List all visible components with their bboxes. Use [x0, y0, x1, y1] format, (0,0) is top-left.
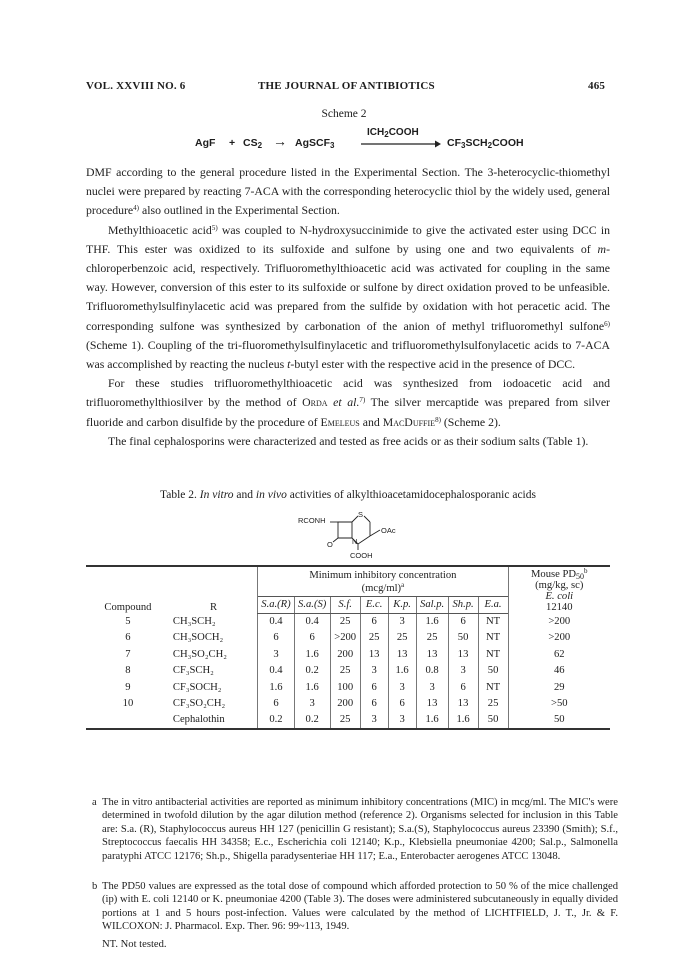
cell-compound: 5	[125, 615, 131, 627]
cell-pd50: >200	[508, 630, 610, 647]
cell-mic-value: 6	[448, 679, 478, 696]
reagent-iodoacetic-acid: $ICH_2COOH$	[367, 127, 419, 139]
organism-header: S.a.(R)	[261, 599, 291, 610]
cell-mic-value: 3	[294, 696, 330, 713]
cell-mic-value: 3	[388, 712, 416, 729]
cell-mic-value: 1.6	[388, 663, 416, 680]
table-row	[86, 696, 610, 713]
cell-mic-value: 200	[330, 646, 360, 663]
cell-mic-value: 200	[330, 696, 360, 713]
cell-r-group: CF₃SOCH₂	[172, 681, 222, 693]
cell-compound: 8	[125, 665, 131, 677]
activity-table	[86, 565, 610, 730]
cell-mic-value: 25	[360, 630, 388, 647]
intermediate-agscf3: AgSCF$_3$	[295, 137, 335, 150]
cell-mic-value: >200	[330, 630, 360, 647]
cell-r-group: CF₃SCH₂	[172, 665, 214, 677]
cell-mic-value: 0.2	[294, 712, 330, 729]
cell-mic-value: 3	[416, 679, 448, 696]
cell-pd50: >200	[508, 613, 610, 630]
organism-header: Sh.p.	[452, 599, 474, 610]
cell-mic-value: 25	[330, 712, 360, 729]
cell-mic-value: 1.6	[448, 712, 478, 729]
cell-pd50: 29	[508, 679, 610, 696]
cell-mic-value: 0.8	[416, 663, 448, 680]
cell-mic-value: 3	[388, 679, 416, 696]
organism-header: S.a.(S)	[298, 599, 327, 610]
organism-header: S.f.	[338, 599, 352, 610]
cell-mic-value: 25	[478, 696, 508, 713]
cell-pd50: 46	[508, 663, 610, 680]
organism-header: E.a.	[484, 599, 502, 610]
cell-mic-value: 6	[258, 696, 294, 713]
cell-mic-value: 13	[388, 646, 416, 663]
organism-header: Sal.p.	[420, 599, 445, 610]
cell-mic-value: 3	[360, 712, 388, 729]
cell-mic-value: NT	[478, 630, 508, 647]
cell-mic-value: NT	[478, 646, 508, 663]
table-caption: Table 2. In vitro and in vivo activities of alkylthioacetamidocephalosporanic acids	[160, 489, 536, 501]
cell-mic-value: 1.6	[416, 712, 448, 729]
cell-r-group: Cephalothin	[170, 712, 258, 729]
organism-header: K.p.	[393, 599, 411, 610]
cell-compound: 6	[125, 632, 131, 644]
table-row	[86, 613, 610, 630]
cell-mic-value: 3	[448, 663, 478, 680]
cell-mic-value: 0.4	[258, 663, 294, 680]
cell-mic-value: 0.4	[258, 613, 294, 630]
cell-mic-value: 6	[360, 696, 388, 713]
cell-mic-value: 3	[258, 646, 294, 663]
paragraph-1: DMF according to the general procedure listed in the Experimental Section. The 3-heterocyclic-thiomethyl nuclei were prepared by reacting 7-ACA with the corresponding heterocyclic thiol by the widely used, general procedure$^{4)}$ also outlined in the Experimental Section.	[86, 165, 610, 218]
scheme-title: Scheme 2	[321, 108, 367, 120]
cell-mic-value: NT	[478, 613, 508, 630]
cell-mic-value: 3	[388, 613, 416, 630]
cell-mic-value: 0.4	[294, 613, 330, 630]
cell-pd50: >50	[508, 696, 610, 713]
cell-compound: 10	[122, 698, 134, 710]
cell-compound	[86, 712, 170, 729]
cell-r-group: CH₃SO₂CH₂	[172, 648, 227, 660]
table-row	[86, 679, 610, 696]
cell-mic-value: 25	[330, 663, 360, 680]
cell-mic-value: 25	[330, 613, 360, 630]
arrow-icon: →	[273, 133, 287, 149]
cell-mic-value: 6	[294, 630, 330, 647]
body-text	[86, 163, 610, 451]
cell-mic-value: 25	[388, 630, 416, 647]
cell-mic-value: NT	[478, 679, 508, 696]
paragraph-3: For these studies trifluoromethylthioacetic acid was synthesized from iodoacetic acid and trifluoromethylthiosilver by the method of Orda et al.$^{7)}$ The silver mercaptide was prepared from silver fluoride and carbon disulfide by the procedure of Emeleus and MacDuffie$^{8)}$ (Scheme 2).	[86, 376, 610, 429]
running-header-volume: VOL. XXVIII NO. 6	[86, 80, 186, 92]
paragraph-4: The final cephalosporins were characterized and tested as free acids or as their sodium salts (Table 1).	[108, 433, 589, 448]
cell-mic-value: 1.6	[416, 613, 448, 630]
footnote-b: b The PD50 values are expressed as the total dose of compound which afforded protection to 50 % of the mice challenged (ip) with E. coli 12140 or K. pneumoniae 4200 (Table 3). The doses were administered subcutaneously in equally divided portions at 1 and 5 hours post-infection. Values were calculated by the method of LICHTFIELD, J. T., Jr. & F. WILCOXON: J. Pharmacol. Exp. Ther. 96: 99~113, 1949.	[92, 881, 618, 933]
organism-header: E.c.	[365, 599, 383, 610]
reactant-cs2: $CS_2$	[243, 137, 263, 150]
footnote-nt: NT. Not tested.	[102, 939, 167, 950]
cell-mic-value: 6	[388, 696, 416, 713]
column-header-mouse-pd50: Mouse $PD_{50}^b$ (mg/kg, sc) E. coli 12140	[508, 566, 610, 613]
footnote-a: a The in vitro antibacterial activities are reported as minimum inhibitory concentrations (MIC) in mcg/ml. The MIC's were determined in twofold dilution by the agar dilution method (reference 2). Organisms selected for inclusion in this Table are: S.a. (R), Staphylococcus aureus HH 127 (penicillin G resistant); S.a.(S), Staphylococcus aureus 23390 (Smith); S.f., Streptococcus faecalis HH 34358; E.c., Escherichia coli 12140; K.p., Klebsiella pneumoniae 4200; Sal.p., Salmonella paratyphi ATCC 12176; Sh.p., Shigella paradysenteriae HH 117; E.a., Enterobacter aerogenes ATCC 13048.	[92, 797, 618, 862]
cell-mic-value: 13	[416, 646, 448, 663]
cell-mic-value: 1.6	[258, 679, 294, 696]
table-row	[86, 646, 610, 663]
column-header-mic: Minimum inhibitory concentration $(mcg/ml)^a$	[258, 566, 508, 596]
column-header-r: R	[170, 566, 258, 613]
cell-compound: 9	[125, 681, 131, 693]
cell-r-group: CH₃SOCH₂	[172, 632, 224, 644]
running-header-journal: THE JOURNAL OF ANTIBIOTICS	[258, 80, 435, 92]
page-number: 465	[588, 80, 606, 92]
cell-r-group: CH₃SCH₂	[172, 615, 216, 627]
cell-mic-value: 13	[448, 646, 478, 663]
scheme-2-equation	[195, 127, 535, 153]
cell-pd50: 50	[508, 712, 610, 729]
plus-sign: +	[229, 137, 236, 149]
column-header-compound: Compound	[86, 566, 170, 613]
table-row	[86, 712, 610, 729]
cell-mic-value: 13	[448, 696, 478, 713]
cell-mic-value: 1.6	[294, 679, 330, 696]
paragraph-2: Methylthioacetic acid$^{5)}$ was coupled to N-hydroxysuccinimide to give the activated ester using DCC in THF. This ester was oxidized to its sulfoxide and sulfone by using one and two equivalents of m-chloroperbenzoic acid, respectively. Trifluoromethylthioacetic acid was activated for coupling in the same way. However, conversion of this ester to its sulfoxide or sulfone by direct oxidation proved to be unfeasible. Trifluoromethylsulfinylacetic acid was prepared from the sulfide by oxidation with hot peracetic acid. The corresponding sulfone was synthesized by carbonation of the anion of methyl trifluoromethyl sulfone$^{6)}$ (Scheme 1). Coupling of the tri-fluoromethylsulfinylacetic and trifluoromethylsulfonylacetic acids to 7-ACA was accomplished by reacting the nucleus t-butyl ester with the respective acid in the presence of DCC.	[86, 222, 610, 372]
cell-mic-value: 50	[478, 712, 508, 729]
table-body	[86, 613, 610, 729]
cell-mic-value: 50	[448, 630, 478, 647]
cell-mic-value: 25	[416, 630, 448, 647]
cell-pd50: 62	[508, 646, 610, 663]
cell-mic-value: 13	[416, 696, 448, 713]
cell-mic-value: 1.6	[294, 646, 330, 663]
cell-mic-value: 6	[360, 679, 388, 696]
cell-mic-value: 6	[258, 630, 294, 647]
reactant-agf: AgF	[195, 137, 216, 149]
cell-mic-value: 0.2	[294, 663, 330, 680]
cephalosporin-structure-diagram: RCONH S OAc O N COOH	[298, 510, 396, 560]
table-row	[86, 663, 610, 680]
cell-mic-value: 13	[360, 646, 388, 663]
cell-mic-value: 0.2	[258, 712, 294, 729]
cell-mic-value: 100	[330, 679, 360, 696]
cell-compound: 7	[125, 648, 131, 660]
cell-r-group: CF₃SO₂CH₂	[172, 698, 226, 710]
reaction-arrow-icon	[361, 140, 441, 148]
cell-mic-value: 6	[448, 613, 478, 630]
cell-mic-value: 6	[360, 613, 388, 630]
cell-mic-value: 50	[478, 663, 508, 680]
product-cf3sch2cooh: $CF_3SCH_2COOH$	[447, 137, 524, 150]
table-row	[86, 630, 610, 647]
cell-mic-value: 3	[360, 663, 388, 680]
